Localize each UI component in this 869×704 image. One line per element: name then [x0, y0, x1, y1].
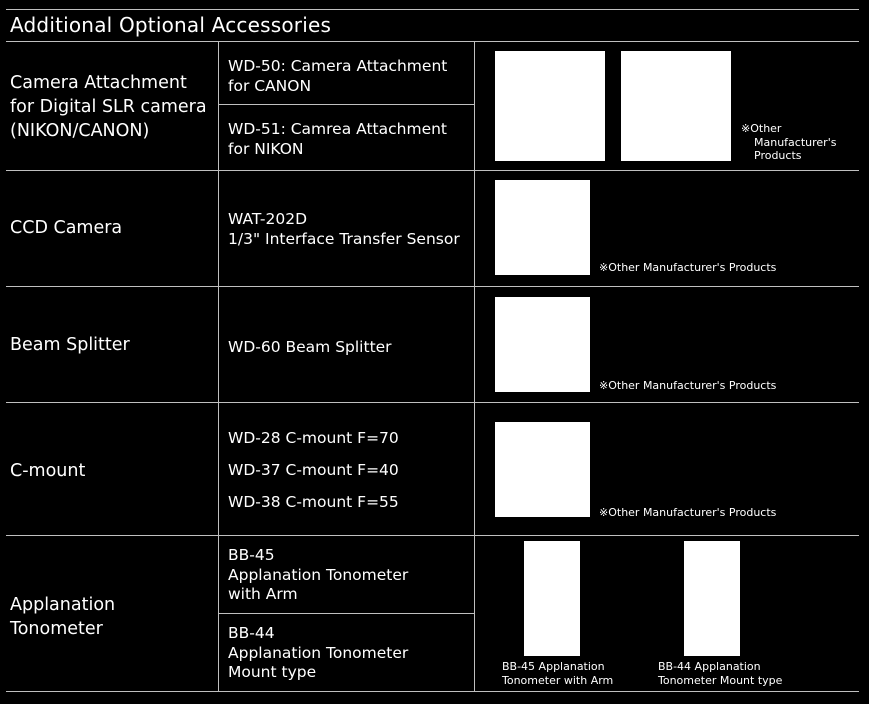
product-wd-51: WD-51: Camrea Attachment for NIKON [228, 120, 448, 158]
column-divider-2 [474, 41, 475, 692]
product-image-bb-45 [524, 541, 580, 656]
product-wd-50: WD-50: Camera Attachment for CANON [228, 57, 448, 95]
product-wd-37: WD-37 C-mount F=40 [228, 461, 399, 479]
product-image-bb-44 [684, 541, 740, 656]
category-applanation-tonometer: Applanation Tonometer [10, 595, 116, 639]
product-image-wd-51 [621, 51, 731, 161]
row-rule-2 [6, 286, 859, 287]
product-wd-28: WD-28 C-mount F=70 [228, 429, 399, 447]
other-manufacturer-note-beam: ※Other Manufacturer's Products [599, 379, 777, 392]
product-wd-60: WD-60 Beam Splitter [228, 338, 392, 356]
title-rule [6, 41, 859, 42]
product-image-beam-splitter [495, 297, 590, 392]
product-image-ccd-camera [495, 180, 590, 275]
caption-bb-45: BB-45 Applanation Tonometer with Arm [502, 660, 614, 687]
product-image-wd-50 [495, 51, 605, 161]
product-bb-45: BB-45 Applanation Tonometer with Arm [228, 546, 409, 603]
product-wd-38: WD-38 C-mount F=55 [228, 493, 399, 511]
camera-sub-rule [218, 104, 474, 105]
row-rule-1 [6, 170, 859, 171]
category-c-mount: C-mount [10, 461, 86, 481]
category-beam-splitter: Beam Splitter [10, 335, 130, 355]
caption-bb-44: BB-44 Applanation Tonometer Mount type [658, 660, 783, 687]
product-wat-202d: WAT-202D 1/3" Interface Transfer Sensor [228, 210, 460, 248]
other-manufacturer-note-cmount: ※Other Manufacturer's Products [599, 506, 777, 519]
other-manufacturer-note-ccd: ※Other Manufacturer's Products [599, 261, 777, 274]
other-manufacturer-note-camera: ※Other Manufacturer's Products [741, 122, 837, 162]
top-rule [6, 9, 859, 10]
tonometer-sub-rule [218, 613, 474, 614]
product-bb-44: BB-44 Applanation Tonometer Mount type [228, 624, 409, 681]
category-camera-attachment: Camera Attachment for Digital SLR camera (NIKON/CANON) [10, 73, 207, 141]
row-rule-3 [6, 402, 859, 403]
row-rule-4 [6, 535, 859, 536]
page-title: Additional Optional Accessories [10, 13, 332, 37]
column-divider-1 [218, 41, 219, 692]
category-ccd-camera: CCD Camera [10, 218, 123, 238]
bottom-rule [6, 691, 859, 692]
product-image-c-mount [495, 422, 590, 517]
